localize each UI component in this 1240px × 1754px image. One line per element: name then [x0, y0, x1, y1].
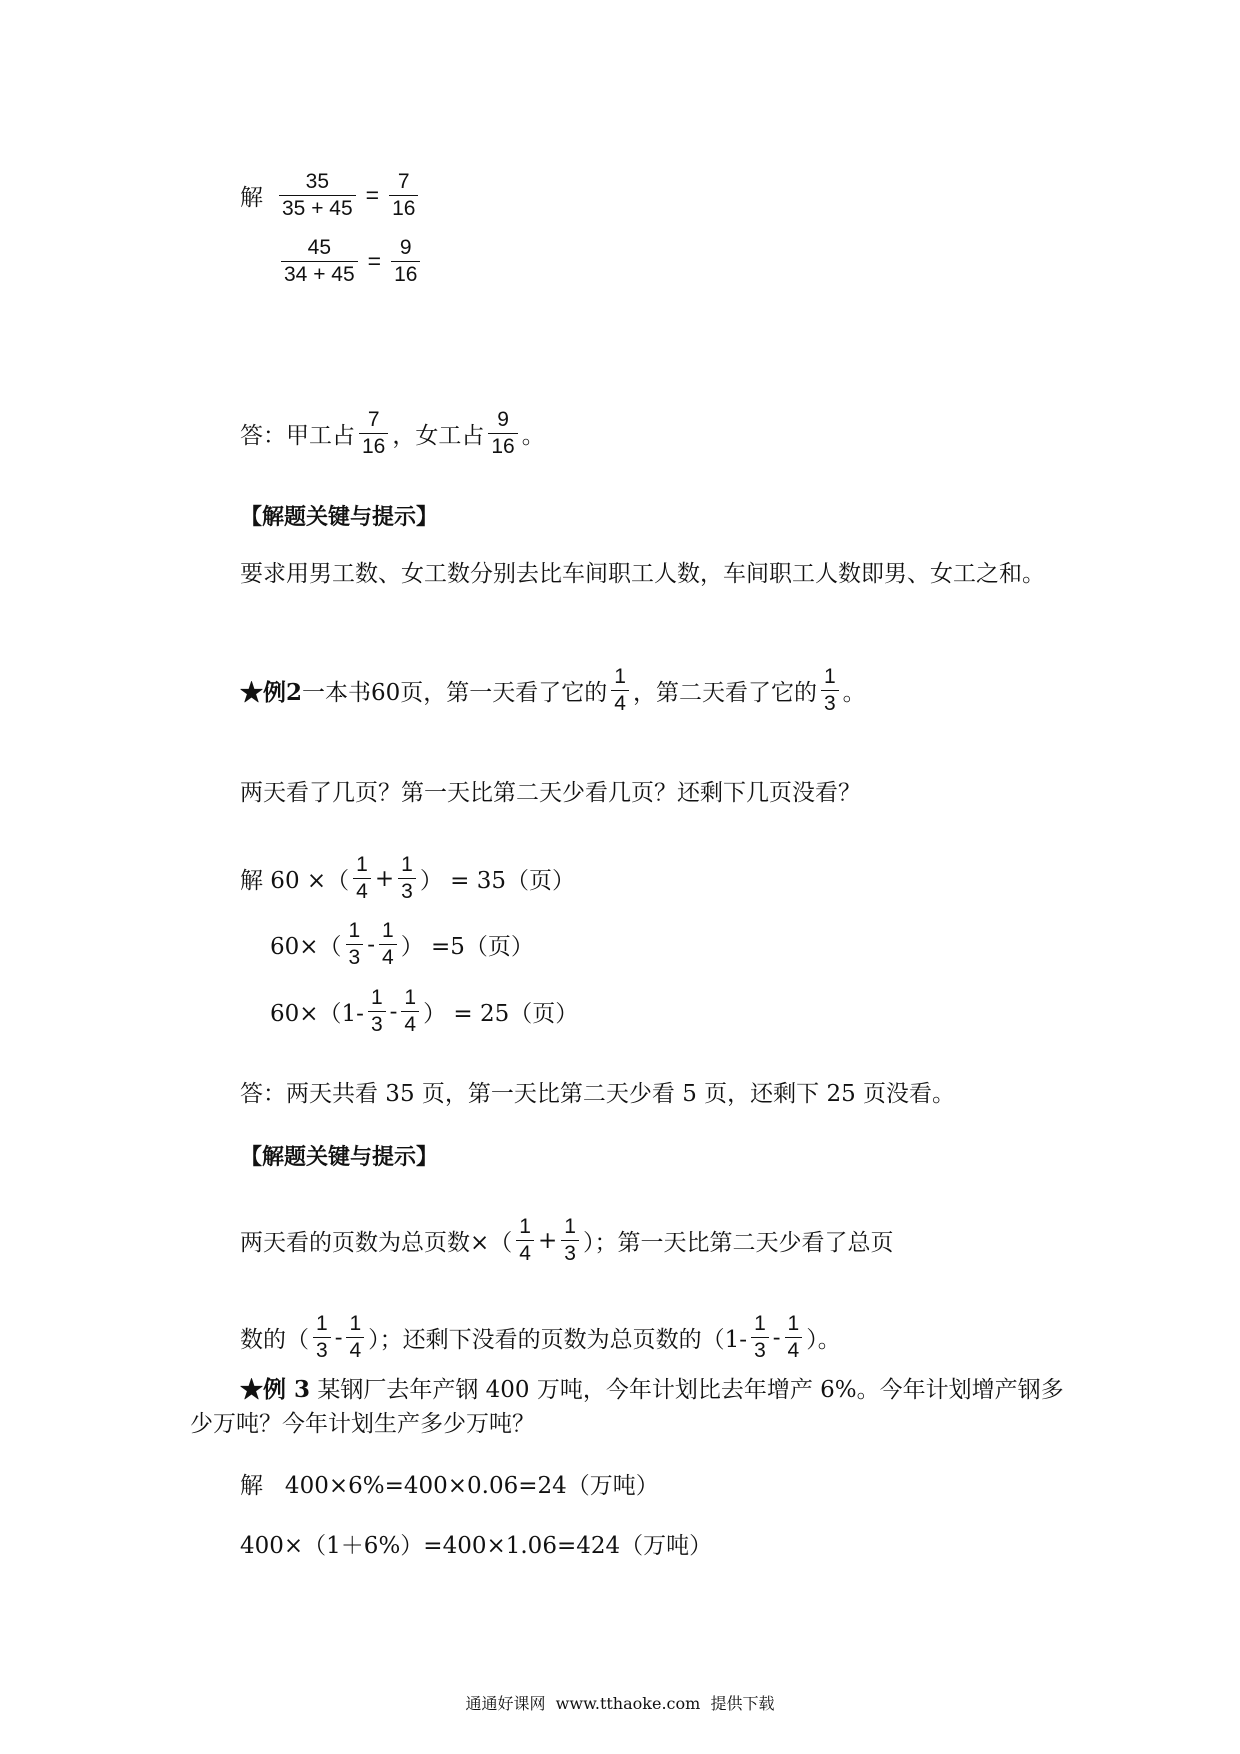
- fraction: $\frac{1}{3}$: [398, 853, 416, 904]
- solution-2-line-1: 解 60 ×（ $\frac{1}{4}$ + $\frac{1}{3}$ ） = 35（页）: [240, 853, 575, 903]
- fraction: $\frac{1}{3}$: [313, 1312, 331, 1363]
- fraction: $\frac{7}{16}$: [359, 408, 388, 459]
- fraction: $\frac{1}{3}$: [368, 986, 386, 1037]
- equals-sign: =: [365, 182, 380, 208]
- example-2-question: 两天看了几页？第一天比第二天少看几页？还剩下几页没看？: [240, 780, 861, 806]
- hint-text: 要求用男工数、女工数分别去比车间职工人数，车间职工人数即男、女工之和。: [240, 561, 1045, 587]
- fraction: $\frac{1}{4}$: [346, 1312, 364, 1363]
- solution-2-line-2: 60×（ $\frac{1}{3}$ - $\frac{1}{4}$ ） =5（页）: [270, 919, 534, 969]
- example-label: ★例2: [240, 679, 303, 706]
- hint-heading: 【解题关键与提示】: [240, 1144, 439, 1170]
- solution-1-row-2: [277, 236, 424, 287]
- fraction: $\frac{1}{4}$: [516, 1215, 534, 1266]
- example-3-text: ★例 3 某钢厂去年产钢 400 万吨，今年计划比去年增产 6%。今年计划增产钢多少万吨？今年计划生产多少万吨？: [190, 1376, 1064, 1437]
- solution-3-line-1: 解 400×6%=400×0.06=24（万吨）: [240, 1473, 659, 1499]
- fraction: $\frac{1}{4}$: [353, 853, 371, 904]
- fraction: $\frac{1}{4}$: [611, 665, 629, 716]
- solution-3-line-2: 400×（1＋6%）=400×1.06=424（万吨）: [240, 1533, 713, 1559]
- example-label: ★例 3: [240, 1376, 311, 1403]
- footer-text: 通通好课网 www.tthaoke.com 提供下载: [465, 1694, 775, 1713]
- solution-label: 解: [240, 185, 263, 211]
- fraction: $\frac{1}{3}$: [346, 919, 364, 970]
- answer-1: 答：甲工占 $\frac{7}{16}$ ，女工占 $\frac{9}{16}$ 。: [240, 408, 545, 458]
- fraction: $\frac{45}{34 + 45}$: [281, 236, 358, 287]
- fraction: $\frac{35}{35 + 45}$: [279, 170, 356, 221]
- fraction: $\frac{7}{16}$: [389, 170, 418, 221]
- fraction: $\frac{1}{3}$: [821, 665, 839, 716]
- fraction: $\frac{1}{4}$: [785, 1312, 803, 1363]
- solution-2-line-3: 60×（1- $\frac{1}{3}$ - $\frac{1}{4}$ ） = 25（页）: [270, 986, 579, 1036]
- equals-sign: =: [367, 248, 382, 274]
- fraction: $\frac{1}{3}$: [561, 1215, 579, 1266]
- hint-2-line-1: 两天看的页数为总页数×（ $\frac{1}{4}$ + $\frac{1}{3}$ ）；第一天比第二天少看了总页: [240, 1215, 894, 1265]
- fraction: $\frac{9}{16}$: [488, 408, 517, 459]
- fraction: $\frac{1}{4}$: [379, 919, 397, 970]
- fraction: $\frac{1}{3}$: [751, 1312, 769, 1363]
- hint-2-line-2: 数的（ $\frac{1}{3}$ - $\frac{1}{4}$ ）；还剩下没看的页数为总页数的（1- $\frac{1}{3}$ - $\frac{1}{4}$ ）。: [240, 1312, 841, 1362]
- answer-2: 答：两天共看 35 页，第一天比第二天少看 5 页，还剩下 25 页没看。: [240, 1081, 956, 1107]
- solution-1-row-1: [240, 170, 422, 221]
- fraction: $\frac{1}{4}$: [401, 986, 419, 1037]
- fraction: $\frac{9}{16}$: [391, 236, 420, 287]
- example-2-title: ★例2 一本书60页，第一天看了它的 $\frac{1}{4}$ ，第二天看了它的 $\frac{1}{3}$ 。: [240, 665, 866, 715]
- hint-heading: 【解题关键与提示】: [240, 504, 439, 530]
